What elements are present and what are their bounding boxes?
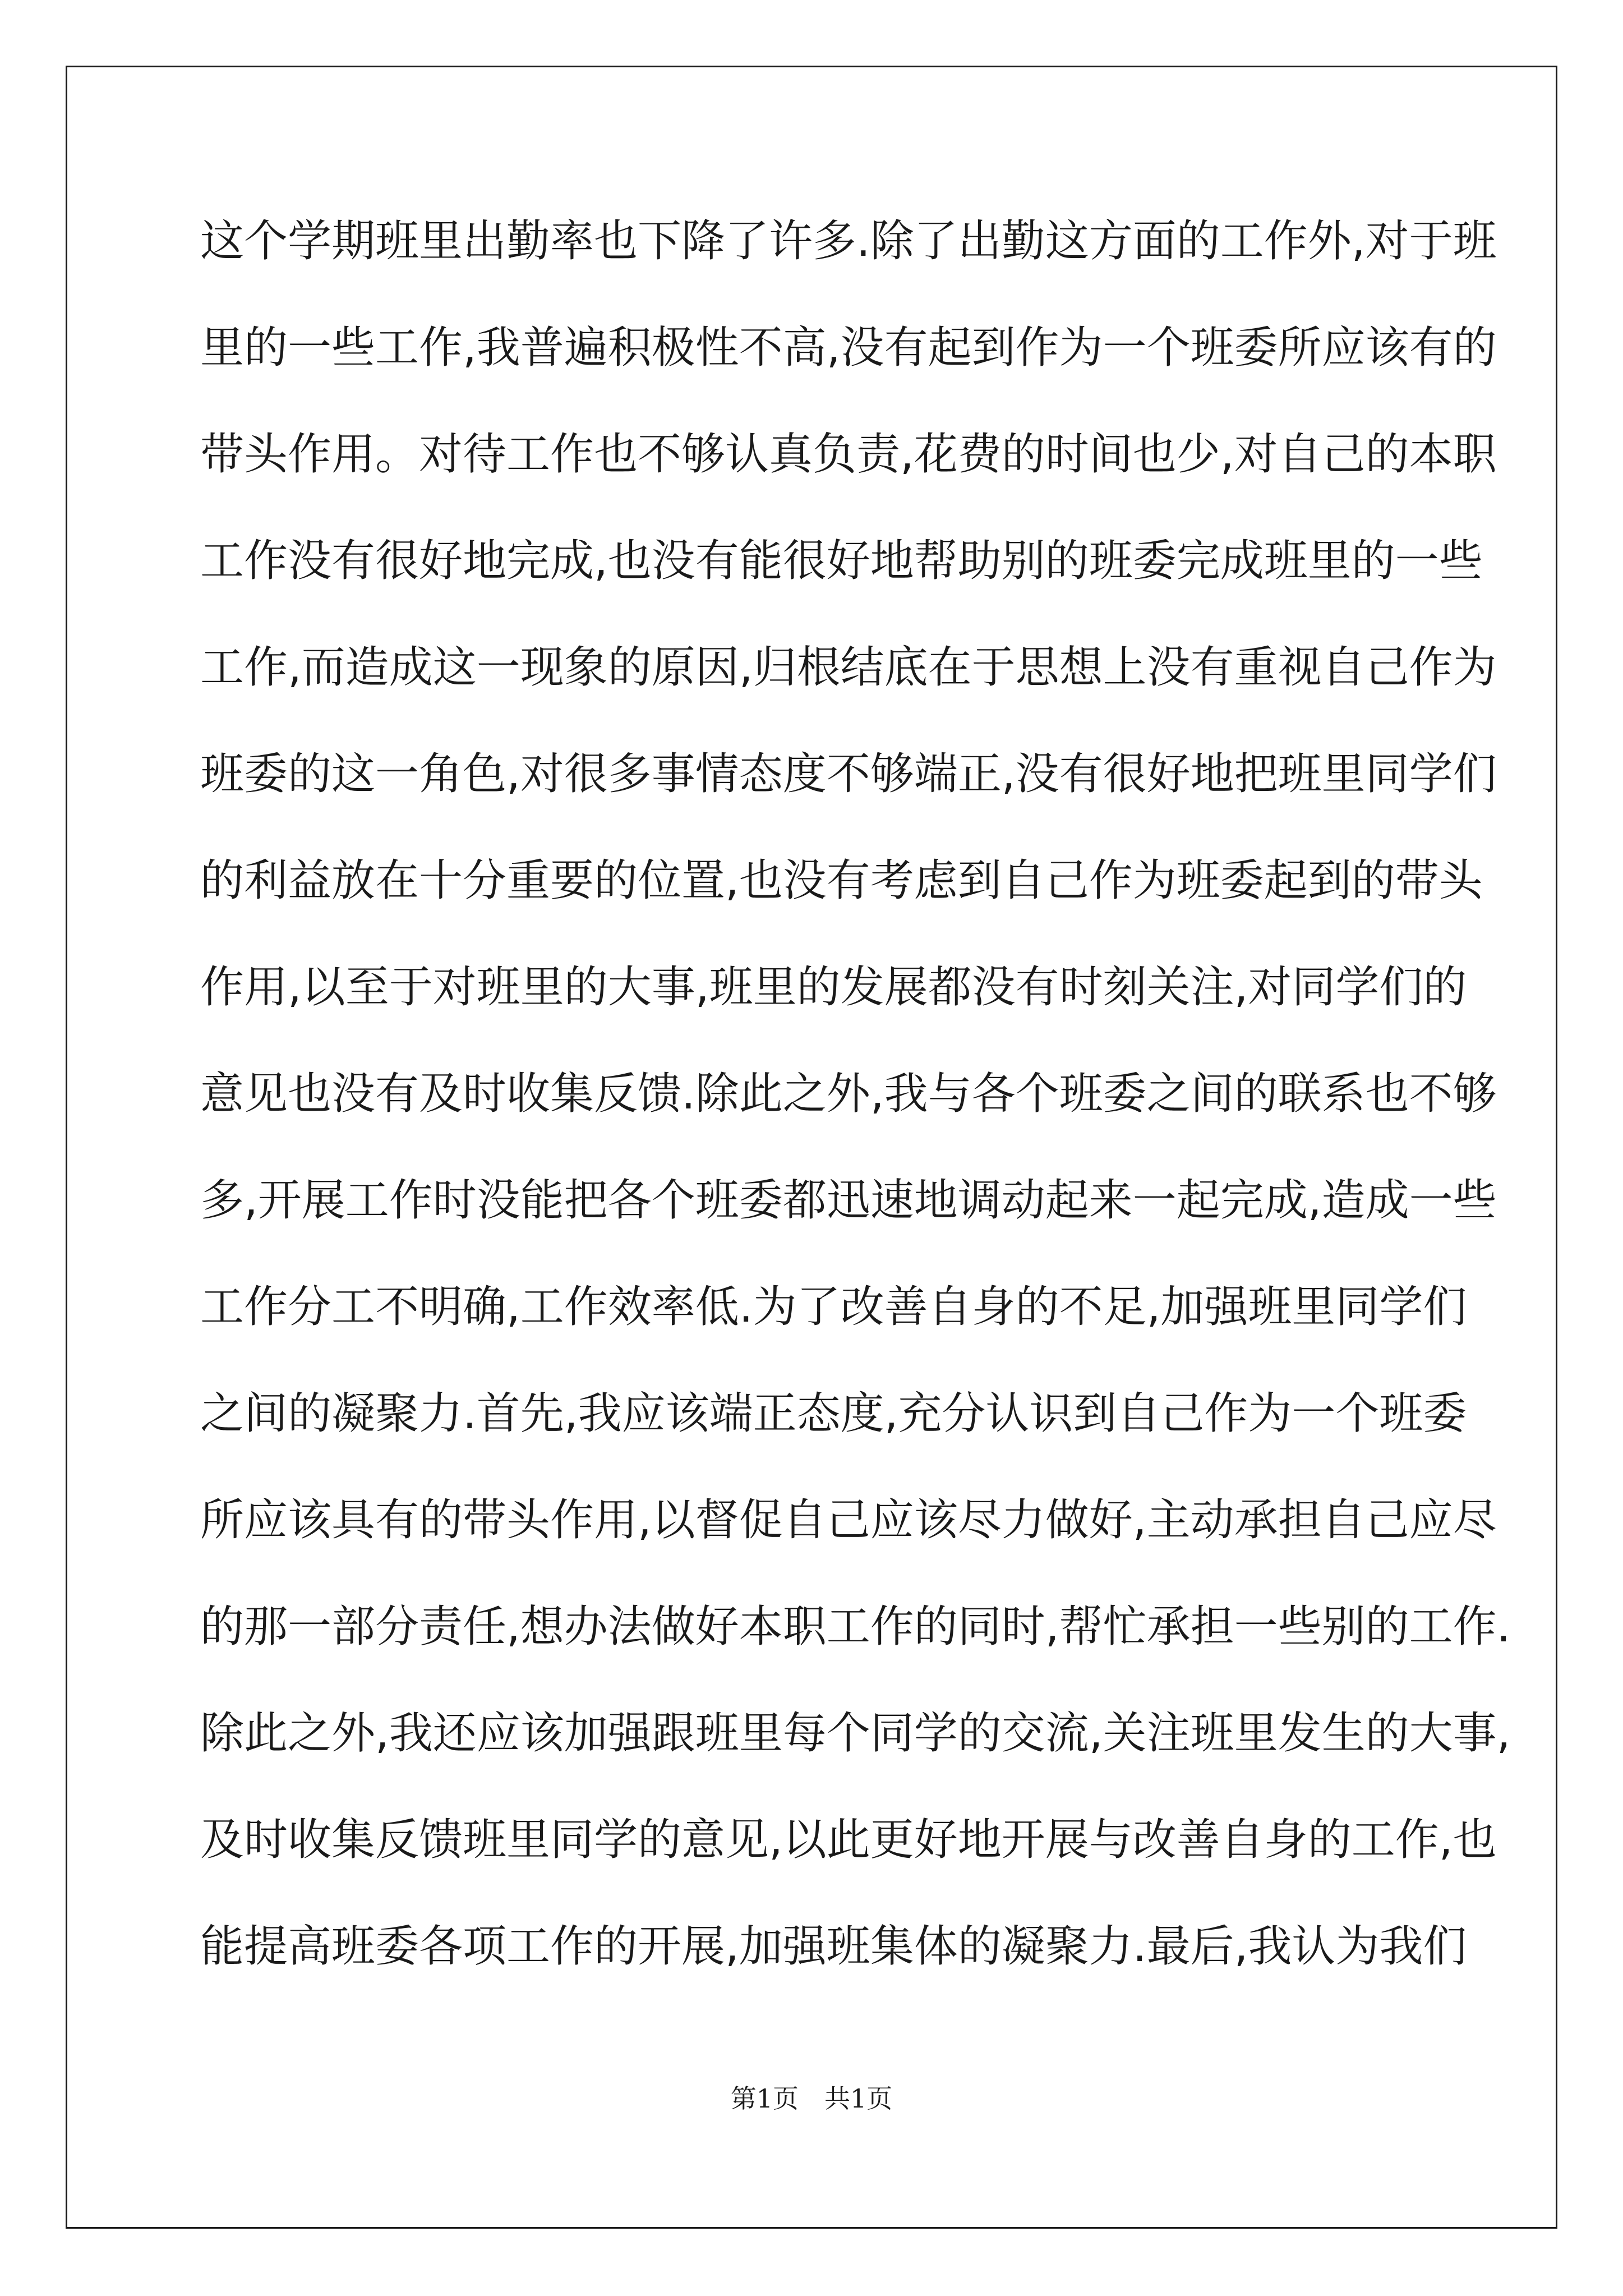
text-line: 带头作用。对待工作也不够认真负责,花费的时间也少,对自己的本职 (200, 429, 1497, 480)
text-line: 除此之外,我还应该加强跟班里每个同学的交流,关注班里发生的大事, (200, 1708, 1511, 1759)
text-line: 多,开展工作时没能把各个班委都迅速地调动起来一起完成,造成一些 (200, 1175, 1497, 1226)
text-line: 所应该具有的带头作用,以督促自己应该尽力做好,主动承担自己应尽 (200, 1495, 1497, 1545)
text-line: 班委的这一角色,对很多事情态度不够端正,没有很好地把班里同学们 (200, 749, 1497, 799)
text-line: 这个学期班里出勤率也下降了许多.除了出勤这方面的工作外,对于班 (200, 216, 1497, 266)
text-line: 的那一部分责任,想办法做好本职工作的同时,帮忙承担一些别的工作. (200, 1602, 1511, 1652)
text-line: 里的一些工作,我普遍积极性不高,没有起到作为一个班委所应该有的 (200, 323, 1497, 373)
text-line: 意见也没有及时收集反馈.除此之外,我与各个班委之间的联系也不够 (200, 1069, 1497, 1119)
text-line: 工作分工不明确,工作效率低.为了改善自身的不足,加强班里同学们 (200, 1282, 1467, 1332)
document-body (200, 213, 1511, 2025)
page-number-total: 共1页 (824, 2083, 893, 2114)
text-line: 工作,而造成这一现象的原因,归根结底在于思想上没有重视自己作为 (200, 642, 1497, 693)
page-number-current: 第1页 (730, 2083, 799, 2114)
text-line: 及时收集反馈班里同学的意见,以此更好地开展与改善自身的工作,也 (200, 1815, 1497, 1865)
text-line: 作用,以至于对班里的大事,班里的发展都没有时刻关注,对同学们的 (200, 962, 1467, 1013)
text-line: 工作没有很好地完成,也没有能很好地帮助别的班委完成班里的一些 (200, 536, 1483, 586)
text-line: 能提高班委各项工作的开展,加强班集体的凝聚力.最后,我认为我们 (200, 1921, 1467, 1972)
text-line: 的利益放在十分重要的位置,也没有考虑到自己作为班委起到的带头 (200, 855, 1483, 906)
text-line: 之间的凝聚力.首先,我应该端正态度,充分认识到自己作为一个班委 (200, 1388, 1467, 1439)
page-footer (0, 2078, 1623, 2115)
